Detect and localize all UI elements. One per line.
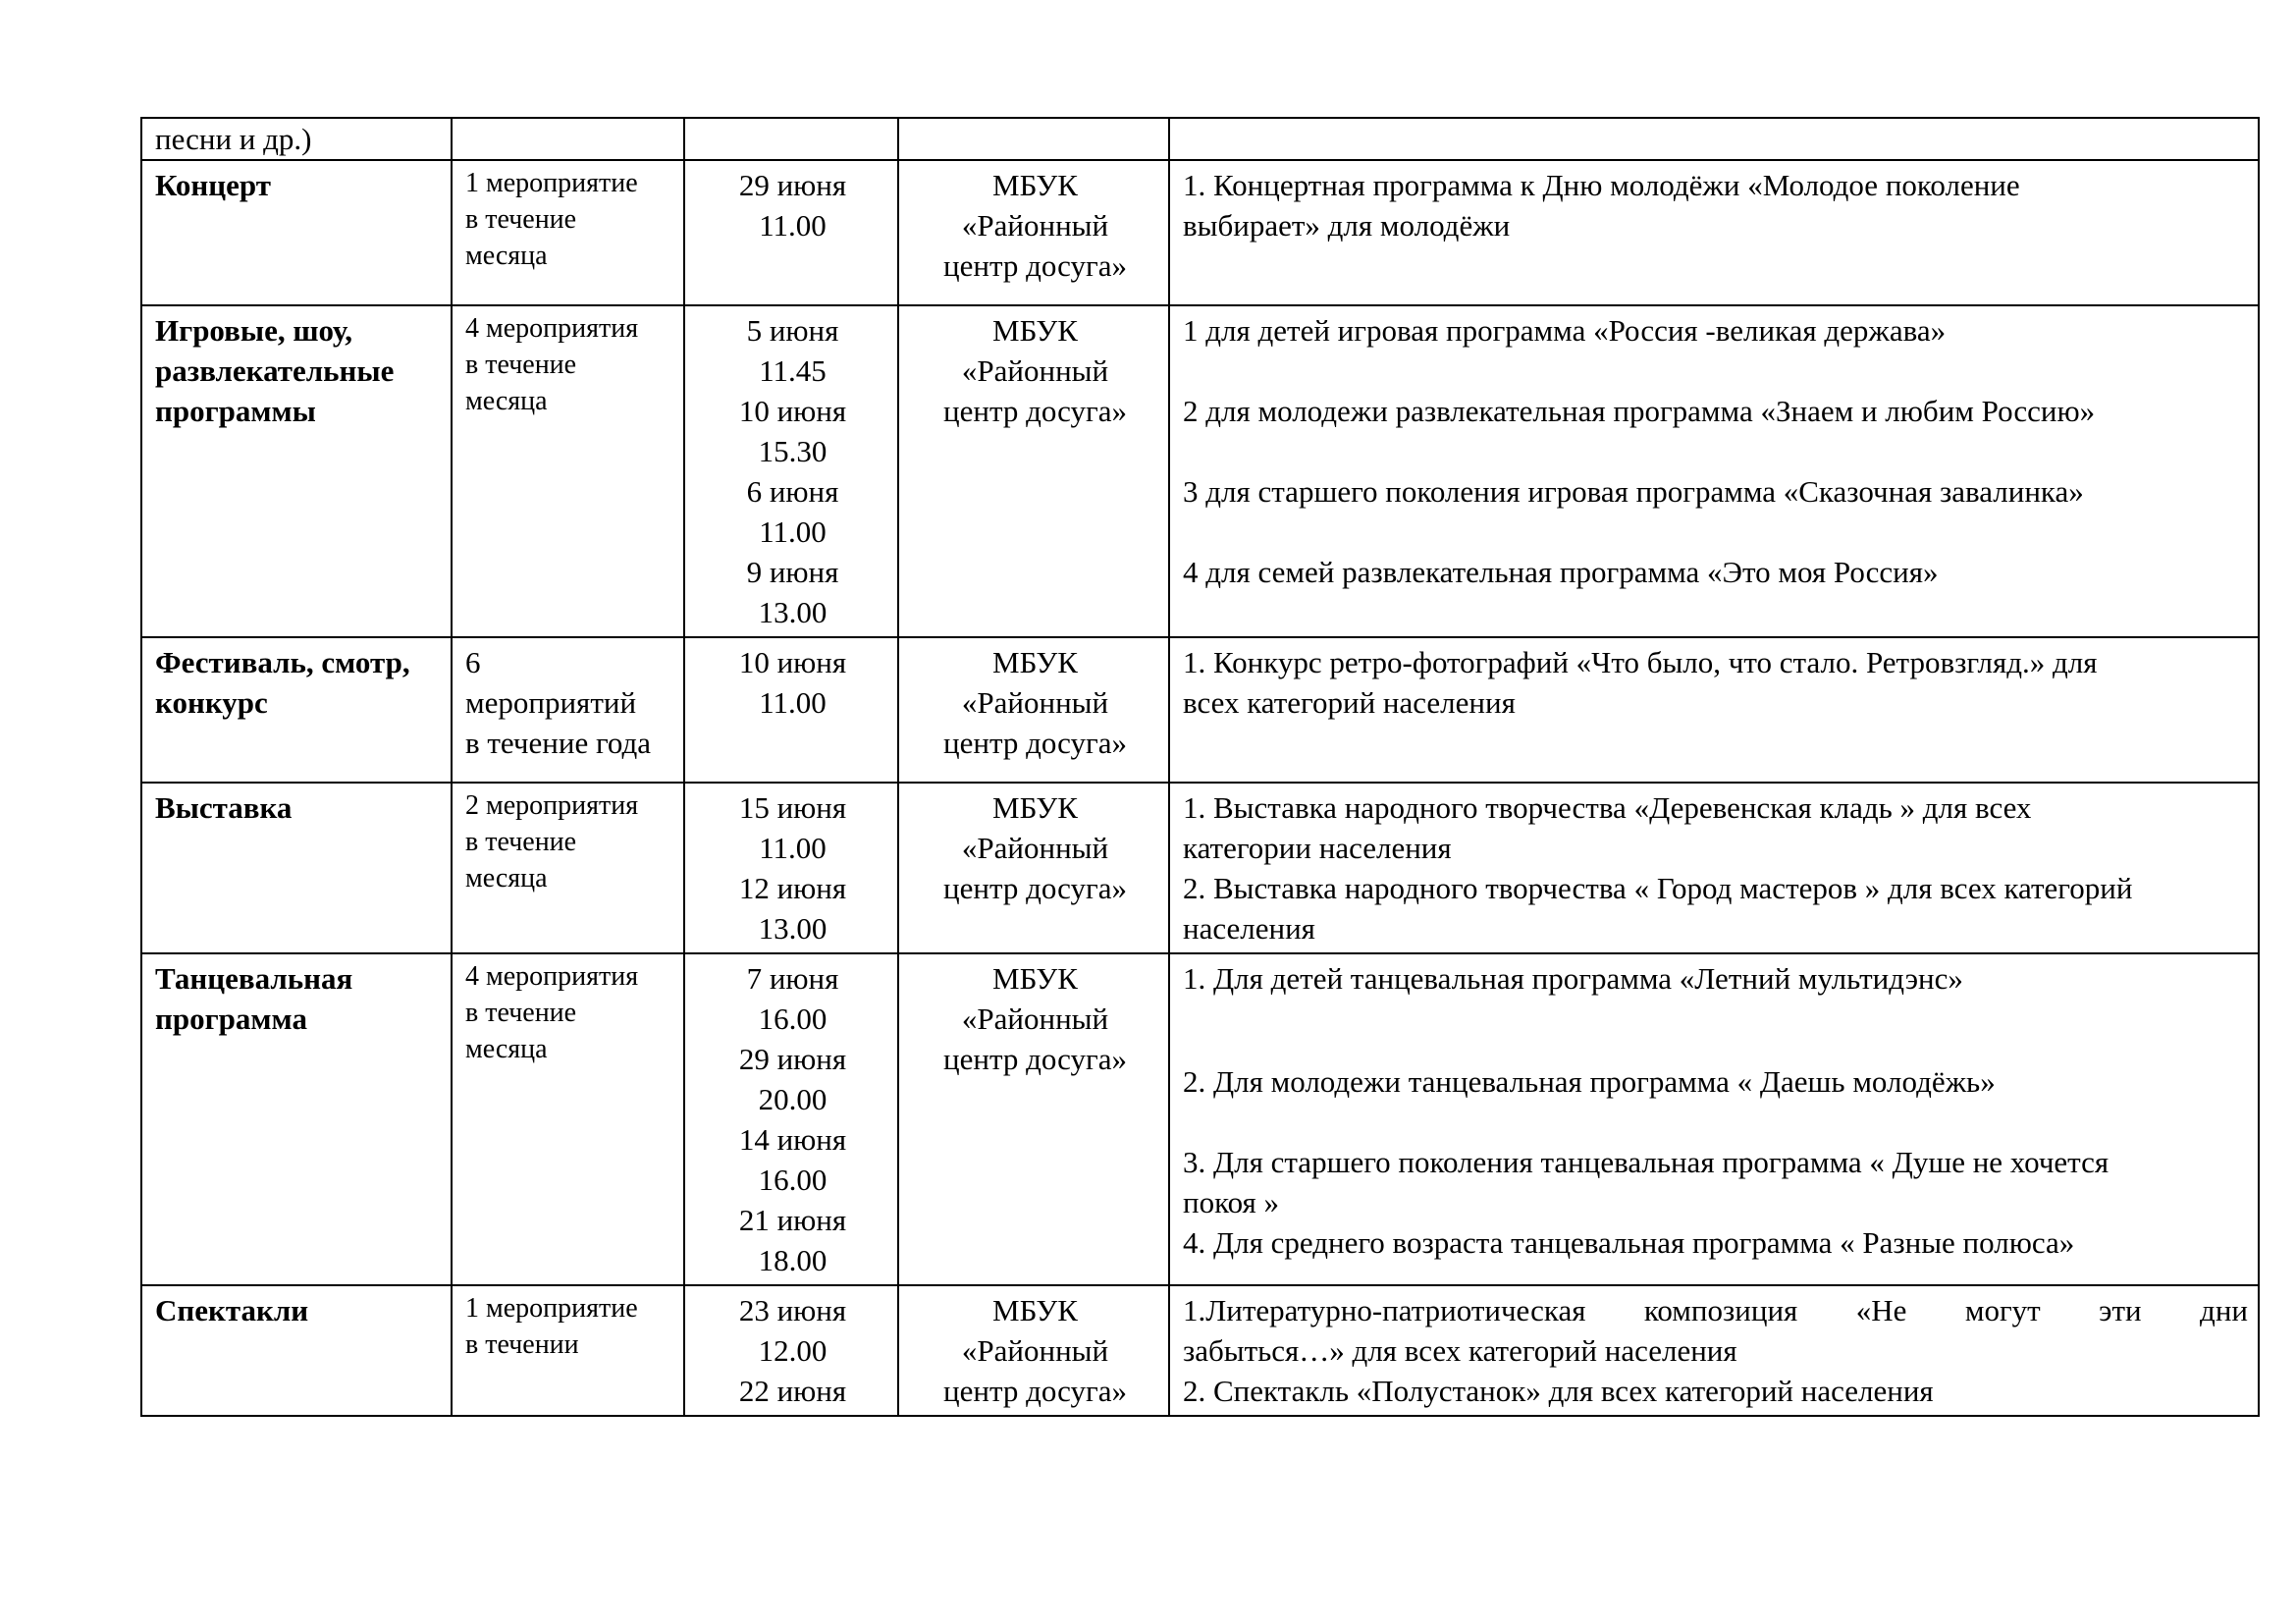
event-text: 2. Для молодежи танцевальная программа « Даешь молодёжь»: [1183, 1064, 1996, 1099]
event-text: категории населения: [1183, 831, 1452, 865]
category-cell: [141, 305, 452, 637]
time-text: 11.00: [759, 685, 827, 720]
category-text: развлекательные: [155, 353, 395, 388]
dates-cell: [684, 160, 898, 305]
dates-cell: [684, 118, 898, 160]
category-text: программы: [155, 394, 316, 428]
count-cell: [452, 637, 684, 783]
events-cell: [1169, 953, 2259, 1285]
time-text: 18.00: [758, 1243, 828, 1277]
place-text: «Районный: [961, 1333, 1109, 1368]
count-text: в течение: [465, 998, 577, 1028]
category-text: Фестиваль, смотр,: [155, 645, 410, 679]
category-text: конкурс: [155, 685, 268, 720]
table-row: [141, 1285, 2259, 1416]
place-cell: [898, 637, 1169, 783]
date-text: 6 июня: [746, 474, 839, 509]
count-cell: [452, 160, 684, 305]
time-text: 11.00: [759, 831, 827, 865]
place-cell: [898, 305, 1169, 637]
event-text: 4. Для среднего возраста танцевальная программа « Разные полюса»: [1183, 1225, 2075, 1260]
place-text: МБУК: [992, 645, 1078, 679]
count-cell: [452, 118, 684, 160]
event-text: забыться…» для всех категорий населения: [1183, 1333, 1737, 1368]
dates-cell: [684, 783, 898, 953]
count-text: месяца: [465, 241, 548, 271]
count-text: в течение: [465, 204, 577, 235]
count-text: месяца: [465, 863, 548, 893]
table-row: [141, 160, 2259, 305]
date-text: 15 июня: [738, 790, 847, 825]
time-text: 11.00: [759, 208, 827, 243]
count-text: 4 мероприятия: [465, 961, 639, 992]
place-cell: [898, 160, 1169, 305]
events-cell: [1169, 637, 2259, 783]
date-text: 29 июня: [738, 168, 847, 202]
count-text: в течении: [465, 1329, 579, 1360]
time-text: 13.00: [758, 911, 828, 946]
event-text: 2. Выставка народного творчества « Город мастеров » для всех категорий: [1183, 871, 2133, 905]
place-text: центр досуга»: [943, 1042, 1127, 1076]
dates-cell: [684, 1285, 898, 1416]
event-text: выбирает» для молодёжи: [1183, 208, 1511, 243]
place-cell: [898, 118, 1169, 160]
place-cell: [898, 1285, 1169, 1416]
category-cell: [141, 637, 452, 783]
event-text: 1. Конкурс ретро-фотографий «Что было, что стало. Ретровзгляд.» для: [1183, 645, 2098, 679]
event-text: 1.Литературно-патриотическая композиция «Не могут эти дни: [1183, 1293, 2248, 1327]
category-cell: [141, 1285, 452, 1416]
count-cell: [452, 953, 684, 1285]
event-text: 2 для молодежи развлекательная программа «Знаем и любим Россию»: [1183, 394, 2096, 428]
dates-cell: [684, 637, 898, 783]
place-text: МБУК: [992, 1293, 1078, 1327]
place-text: МБУК: [992, 790, 1078, 825]
date-text: 23 июня: [738, 1293, 847, 1327]
count-cell: [452, 783, 684, 953]
place-text: «Районный: [961, 685, 1109, 720]
date-text: 22 июня: [738, 1374, 847, 1408]
place-text: «Районный: [961, 831, 1109, 865]
place-text: центр досуга»: [943, 1374, 1127, 1408]
category-text: песни и др.): [155, 122, 312, 156]
date-text: 14 июня: [738, 1122, 847, 1157]
category-text: Концерт: [155, 168, 271, 202]
time-text: 12.00: [758, 1333, 828, 1368]
event-text: 1 для детей игровая программа «Россия -великая держава»: [1183, 313, 1947, 348]
date-text: 7 июня: [746, 961, 839, 996]
category-cell: [141, 783, 452, 953]
category-text: программа: [155, 1001, 307, 1036]
time-text: 16.00: [758, 1163, 828, 1197]
count-cell: [452, 305, 684, 637]
events-cell: [1169, 160, 2259, 305]
events-cell: [1169, 783, 2259, 953]
place-text: МБУК: [992, 313, 1078, 348]
place-text: центр досуга»: [943, 248, 1127, 283]
place-text: «Районный: [961, 1001, 1109, 1036]
count-text: мероприятий: [465, 685, 637, 720]
category-text: Игровые, шоу,: [155, 313, 353, 348]
event-text: 2. Спектакль «Полустанок» для всех категорий населения: [1183, 1374, 1934, 1408]
events-cell: [1169, 1285, 2259, 1416]
count-text: в течение: [465, 827, 577, 857]
count-text: месяца: [465, 1034, 548, 1064]
event-text: населения: [1183, 911, 1315, 946]
count-text: 6: [465, 645, 481, 679]
date-text: 21 июня: [738, 1203, 847, 1237]
date-text: 9 июня: [746, 555, 839, 589]
event-text: всех категорий населения: [1183, 685, 1516, 720]
category-cell: [141, 160, 452, 305]
time-text: 13.00: [758, 595, 828, 629]
place-text: МБУК: [992, 961, 1078, 996]
date-text: 5 июня: [746, 313, 839, 348]
time-text: 11.00: [759, 514, 827, 549]
place-text: центр досуга»: [943, 726, 1127, 760]
place-text: «Районный: [961, 208, 1109, 243]
event-text: 3. Для старшего поколения танцевальная программа « Душе не хочется: [1183, 1145, 2109, 1179]
table-row: [141, 637, 2259, 783]
time-text: 11.45: [759, 353, 827, 388]
count-text: 2 мероприятия: [465, 790, 639, 821]
place-text: «Районный: [961, 353, 1109, 388]
table-row: [141, 783, 2259, 953]
category-text: Спектакли: [155, 1293, 309, 1327]
category-text: Танцевальная: [155, 961, 353, 996]
date-text: 12 июня: [738, 871, 847, 905]
table-row: [141, 953, 2259, 1285]
event-text: 4 для семей развлекательная программа «Это моя Россия»: [1183, 555, 1939, 589]
events-cell: [1169, 118, 2259, 160]
event-text: 1. Выставка народного творчества «Деревенская кладь » для всех: [1183, 790, 2032, 825]
category-text: Выставка: [155, 790, 293, 825]
date-text: 10 июня: [738, 394, 847, 428]
place-text: МБУК: [992, 168, 1078, 202]
time-text: 16.00: [758, 1001, 828, 1036]
time-text: 20.00: [758, 1082, 828, 1116]
place-cell: [898, 783, 1169, 953]
place-text: центр досуга»: [943, 394, 1127, 428]
count-text: 1 мероприятие: [465, 168, 638, 198]
count-text: 4 мероприятия: [465, 313, 639, 344]
place-text: центр досуга»: [943, 871, 1127, 905]
event-text: 1. Для детей танцевальная программа «Летний мультидэнс»: [1183, 961, 1963, 996]
event-text: 3 для старшего поколения игровая программа «Сказочная завалинка»: [1183, 474, 2084, 509]
event-text: покоя »: [1183, 1185, 1279, 1219]
place-cell: [898, 953, 1169, 1285]
dates-cell: [684, 953, 898, 1285]
count-text: месяца: [465, 386, 548, 416]
count-text: в течение: [465, 350, 577, 380]
category-cell: [141, 953, 452, 1285]
count-cell: [452, 1285, 684, 1416]
dates-cell: [684, 305, 898, 637]
events-cell: [1169, 305, 2259, 637]
events-plan-table: [140, 117, 2260, 1417]
category-cell: [141, 118, 452, 160]
time-text: 15.30: [758, 434, 828, 468]
table-row: [141, 305, 2259, 637]
date-text: 29 июня: [738, 1042, 847, 1076]
count-text: 1 мероприятие: [465, 1293, 638, 1324]
date-text: 10 июня: [738, 645, 847, 679]
table-row: [141, 118, 2259, 160]
event-text: 1. Концертная программа к Дню молодёжи «Молодое поколение: [1183, 168, 2020, 202]
count-text: в течение года: [465, 726, 652, 760]
